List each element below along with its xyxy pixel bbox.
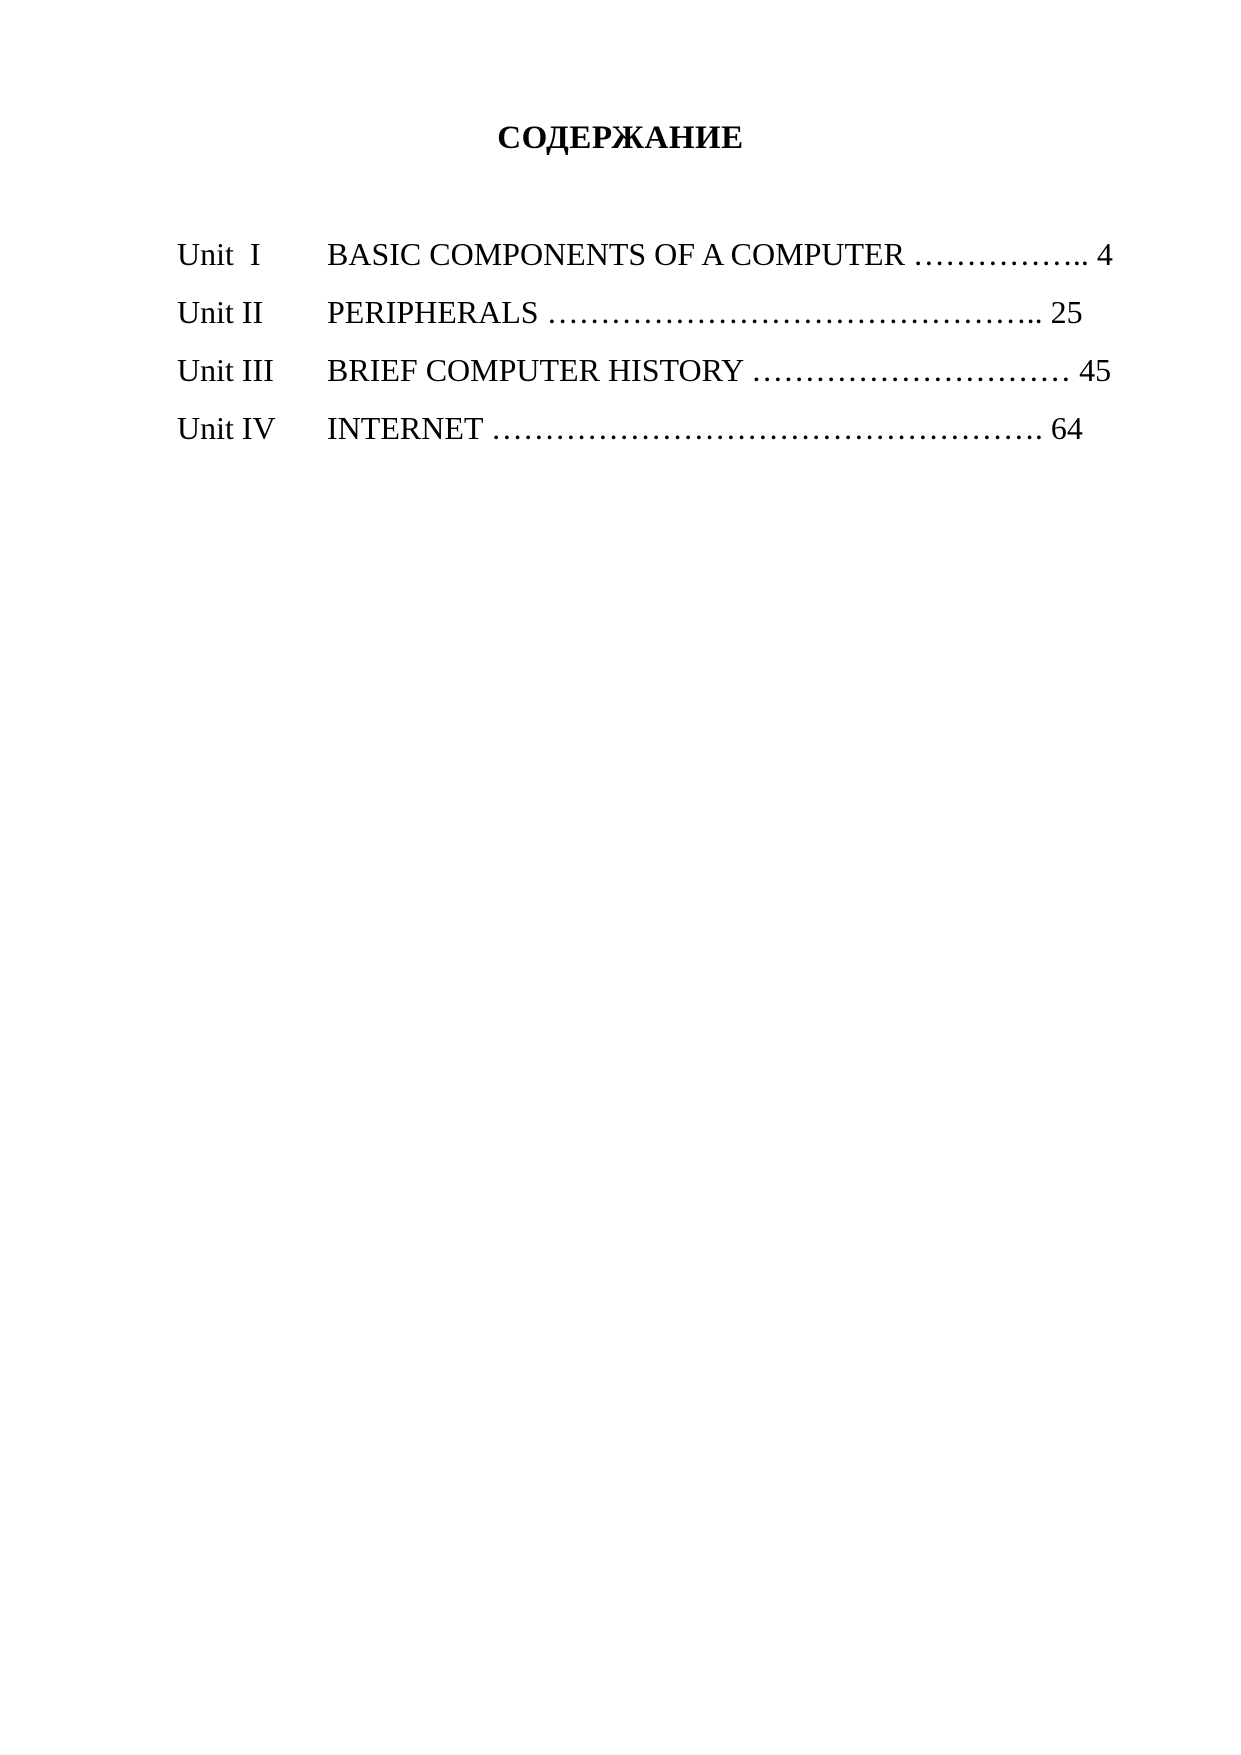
toc-unit-label: Unit IV <box>177 410 276 446</box>
toc-entry-text: PERIPHERALS ……………………………………….. 25 <box>327 294 1083 330</box>
toc-entry-text: BRIEF COMPUTER HISTORY ………………………… 45 <box>327 352 1112 388</box>
toc-unit-label: Unit III <box>177 352 274 388</box>
toc-entry-unit-1[interactable] <box>177 230 1154 288</box>
toc-entry-unit-2[interactable] <box>177 288 1154 346</box>
toc-unit-label: Unit I <box>177 236 261 272</box>
toc-entry-unit-4[interactable] <box>177 404 1154 462</box>
toc-unit-label: Unit II <box>177 294 264 330</box>
toc-entry-unit-3[interactable] <box>177 346 1154 404</box>
toc-entry-text: INTERNET ……………………………………………. 64 <box>327 410 1083 446</box>
table-of-contents <box>177 230 1154 462</box>
toc-entry-text: BASIC COMPONENTS OF A COMPUTER …………….. 4 <box>327 236 1113 272</box>
page-title: СОДЕРЖАНИЕ <box>497 120 744 156</box>
